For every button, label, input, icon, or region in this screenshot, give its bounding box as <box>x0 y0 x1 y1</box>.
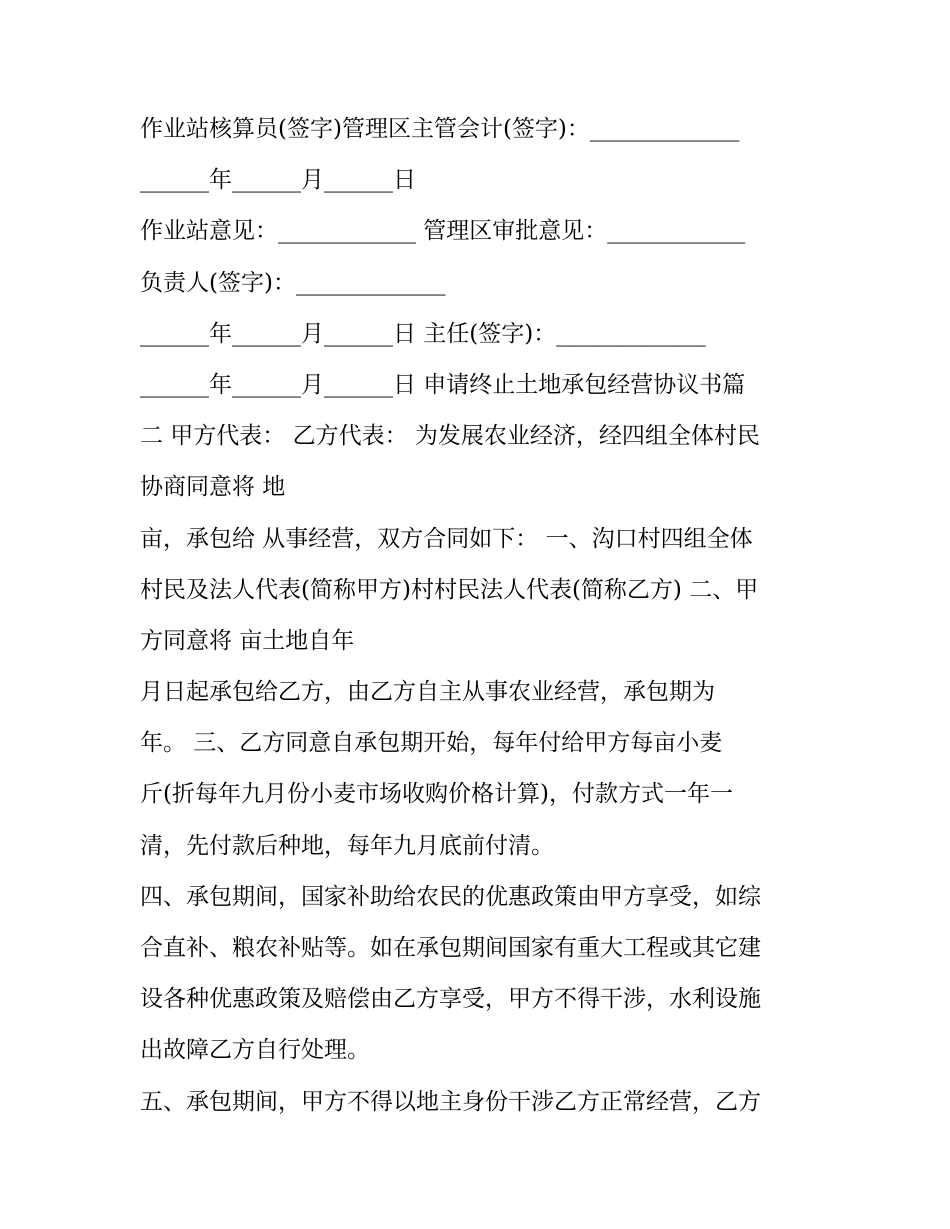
text-line: 斤(折每年九月份小麦市场收购价格计算)，付款方式一年一 <box>140 781 733 808</box>
responsible-signature-line: 负责人(签字)：_____________ <box>140 269 446 296</box>
date-director-line: ______年______月______日 主任(签字)：_____________ <box>140 320 706 347</box>
text-line: 村民及法人代表(简称甲方)村村民法人代表(简称乙方) 二、甲 <box>140 576 759 603</box>
date-title-line: ______年______月______日 申请终止土地承包经营协议书篇 <box>140 371 746 398</box>
text-line: 协商同意将 地 <box>140 474 286 501</box>
document-page <box>140 104 830 1128</box>
signature-line-accountants: 作业站核算员(签字)管理区主管会计(签字)：_____________ <box>140 116 740 142</box>
text-line: 出故障乙方自行处理。 <box>140 1037 370 1064</box>
opinion-line: 作业站意见：____________ 管理区审批意见：____________ <box>140 218 746 245</box>
text-line: 合直补、粮农补贴等。如在承包期间国家有重大工程或其它建 <box>140 935 761 961</box>
text-line: 二 甲方代表： 乙方代表： 为发展农业经济，经四组全体村民 <box>140 423 760 450</box>
text-line: 年。 三、乙方同意自承包期开始，每年付给甲方每亩小麦 <box>140 730 723 757</box>
text-line: 清，先付款后种地，每年九月底前付清。 <box>140 832 554 859</box>
text-line: 四、承包期间，国家补助给农民的优惠政策由甲方享受，如综 <box>140 883 761 910</box>
text-line: 亩，承包给 从事经营，双方合同如下： 一、沟口村四组全体 <box>140 525 753 552</box>
text-line: 设各种优惠政策及赔偿由乙方享受，甲方不得干涉，水利设施 <box>140 986 761 1013</box>
date-line: ______年______月______日 <box>140 167 416 194</box>
text-line: 五、承包期间，甲方不得以地主身份干涉乙方正常经营，乙方 <box>140 1088 761 1115</box>
text-line: 方同意将 亩土地自年 <box>140 627 355 654</box>
text-line: 月日起承包给乙方，由乙方自主从事农业经营，承包期为 <box>140 679 715 706</box>
